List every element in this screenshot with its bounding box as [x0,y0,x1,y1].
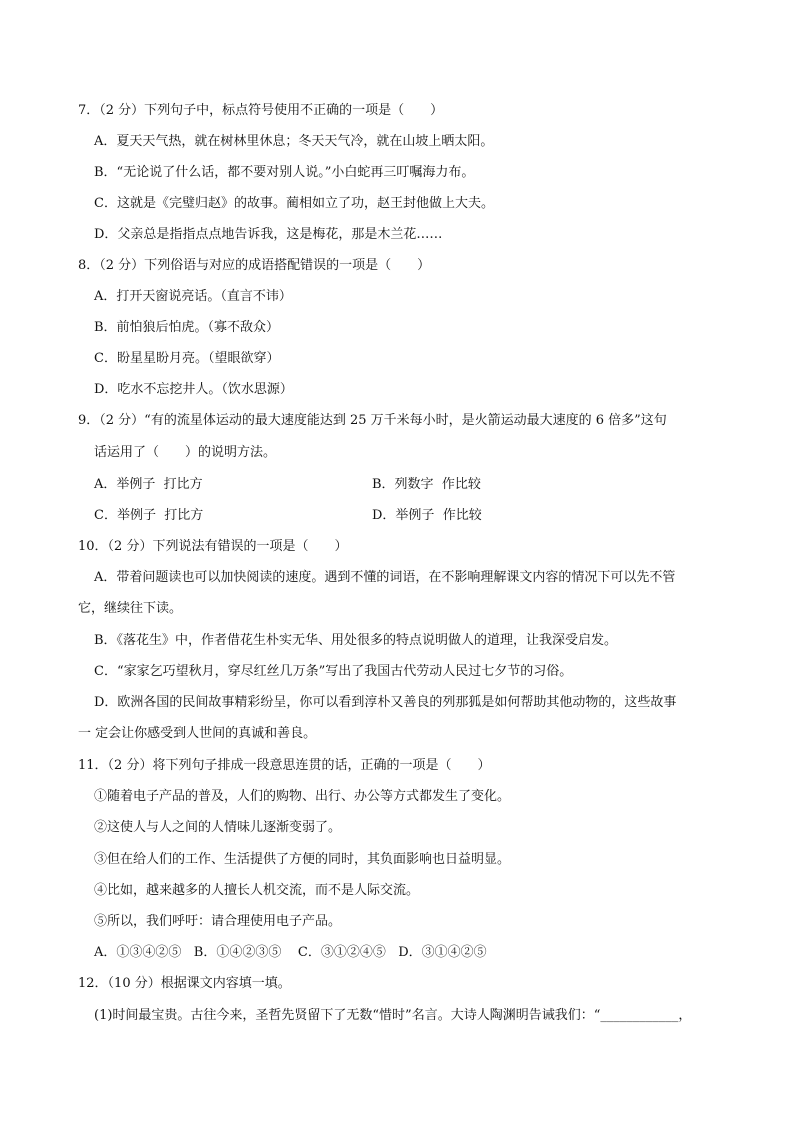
question-11-sentence-4: ④比如，越来越多的人擅长人机交流，而不是人际交流。 [94,883,420,898]
question-7-option-c: C．这就是《完璧归赵》的故事。蔺相如立了功，赵王封他做上大夫。 [94,196,494,211]
question-9-option-a: A．举例子 打比方 [94,477,203,492]
question-7-option-b: B．“无论说了什么话，都不要对别人说。”小白蛇再三叮嘱海力布。 [94,165,475,180]
question-11-sentence-5: ⑤所以，我们呼吁：请合理使用电子产品。 [94,914,342,929]
question-7-option-a: A．夏天天气热，就在树林里休息；冬天天气冷，就在山坡上晒太阳。 [94,134,494,149]
question-10-option-d-continued: 一 定会让你感受到人世间的真诚和善良。 [78,726,317,741]
question-10-option-a: A．带着问题读也可以加快阅读的速度。遇到不懂的词语，在不影响理解课文内容的情况下可以先不管 [94,570,676,585]
question-10-option-c: C．“家家乞巧望秋月，穿尽红丝几万条”写出了我国古代劳动人民过七夕节的习俗。 [94,664,573,679]
question-8-option-b: B．前怕狼后怕虎。（寡不敌众） [94,320,280,335]
question-9-option-d: D．举例子 作比较 [372,508,482,523]
question-11-sentence-1: ①随着电子产品的普及，人们的购物、出行、办公等方式都发生了变化。 [94,789,511,804]
question-7-stem: 7．（2 分）下列句子中，标点符号使用不正确的一项是（ ） [78,103,444,118]
question-7-option-d: D．父亲总是指指点点地告诉我，这是梅花，那是木兰花…… [94,227,443,242]
question-9-option-c: C．举例子 打比方 [94,508,204,523]
question-10-option-b: B．《落花生》中，作者借花生朴实无华、用处很多的特点说明做人的道理，让我深受启发。 [94,633,618,648]
question-9-option-b: B．列数字 作比较 [372,477,481,492]
question-11-options: A．①③④②⑤ B．①④②③⑤ C．③①②④⑤ D．③①④②⑤ [94,945,487,960]
question-11-sentence-2: ②这使人与人之间的人情味儿逐渐变弱了。 [94,820,342,835]
question-12-stem: 12．（10 分）根据课文内容填一填。 [78,976,291,991]
question-8-option-d: D．吃水不忘挖井人。（饮水思源） [94,382,293,397]
question-9-stem-continued: 话运用了（ ）的说明方法。 [94,445,277,460]
question-10-option-a-continued: 它，继续往下读。 [78,601,183,616]
question-10-stem: 10．（2 分）下列说法有错误的一项是（ ） [78,539,348,554]
question-8-option-c: C．盼星星盼月亮。（望眼欲穿） [94,351,280,366]
question-11-sentence-3: ③但在给人们的工作、生活提供了方便的同时，其负面影响也日益明显。 [94,852,511,867]
question-10-option-d: D．欧洲各国的民间故事精彩纷呈，你可以看到淳朴又善良的列那狐是如何帮助其他动物的，这些故事 [94,695,677,710]
question-8-option-a: A．打开天窗说亮话。（直言不讳） [94,289,292,304]
question-11-stem: 11．（2 分）将下列句子排成一段意思连贯的话，正确的一项是（ ） [78,758,491,773]
question-8-stem: 8．（2 分）下列俗语与对应的成语搭配错误的一项是（ ） [78,258,431,273]
question-9-stem: 9．（2 分）“有的流星体运动的最大速度能达到 25 万千米每小时，是火箭运动最大速度的 6 倍多”这句 [78,413,667,428]
question-12-part-1: (1)时间最宝贵。古往今来，圣哲先贤留下了无数“惜时”名言。大诗人陶渊明告诫我们：“____________， [94,1008,692,1023]
